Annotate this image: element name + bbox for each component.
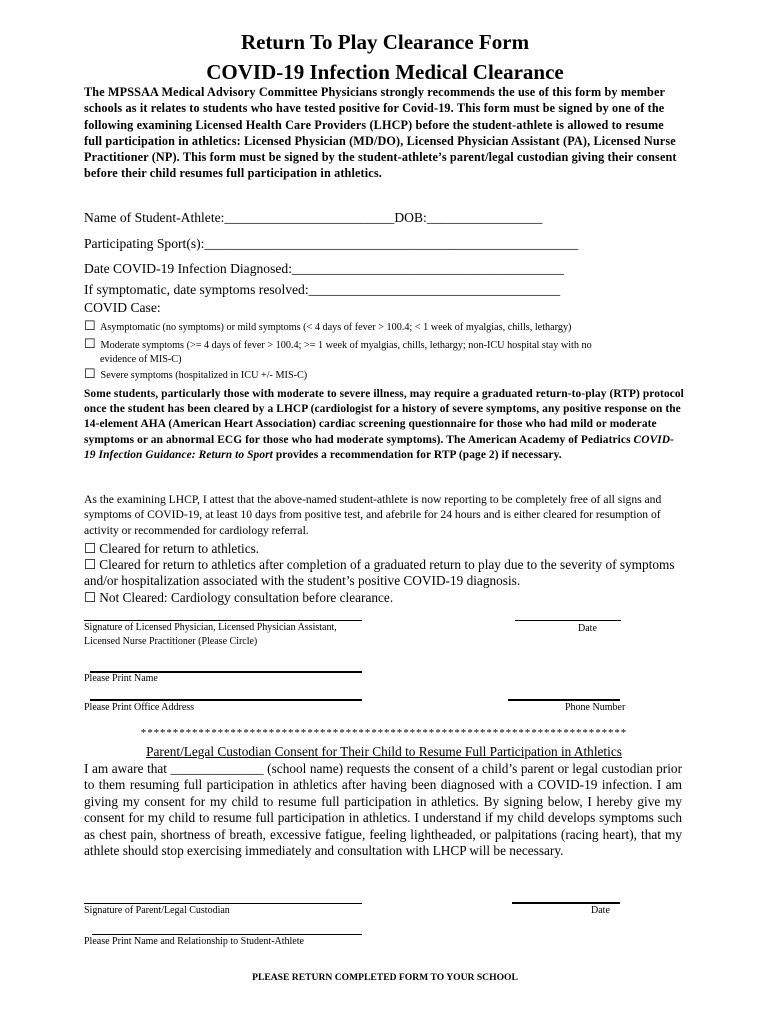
rtp-text-end: provides a recommendation for RTP (page 2) if necessary.: [272, 448, 562, 461]
section-separator: ****************************************************************************: [140, 727, 628, 739]
graduated-clearance-option[interactable]: ☐ Cleared for return to athletics after completion of a graduated return to play due to the severity of symptoms and/or hospitalization associated with the student’s positive COVID-19 diagnosis.: [84, 557, 675, 588]
rtp-text: Some students, particularly those with moderate to severe illness, may require a graduated return-to-play (RTP) protocol once the student has been cleared by a LHCP (cardiologist for a history of severe symptoms, any positive response on the 14-element AHA (American Heart Association) cardiac screening questionnaire for those who had mild or moderate symptoms or an abnormal ECG for those who had moderate symptoms). The American Academy of Pediatrics: [84, 388, 684, 446]
student-name-dob-field[interactable]: Name of Student-Athlete:_________________________DOB:_________________: [84, 210, 543, 225]
phone-number-label: Phone Number: [565, 702, 626, 713]
print-name-label: Please Print Name: [84, 673, 158, 684]
asymptomatic-option[interactable]: [84, 319, 684, 335]
checkbox-icon[interactable]: ☐: [84, 366, 96, 381]
severe-option[interactable]: [84, 367, 684, 383]
lhcp-date-label: Date: [578, 623, 597, 634]
parent-print-label: Please Print Name and Relationship to Student-Athlete: [84, 936, 304, 947]
covid-case-label: COVID Case:: [84, 300, 161, 315]
cleared-option[interactable]: ☐ Cleared for return to athletics.: [84, 541, 260, 556]
not-cleared-option[interactable]: ☐ Not Cleared: Cardiology consultation before clearance.: [84, 590, 394, 605]
severe-label: Severe symptoms (hospitalized in ICU +/- MIS-C): [100, 370, 308, 381]
checkbox-icon[interactable]: ☐: [84, 318, 96, 333]
lhcp-signature-label-cont: Licensed Nurse Practitioner (Please Circle): [84, 636, 258, 647]
parent-signature-label: Signature of Parent/Legal Custodian: [84, 905, 230, 916]
rtp-paragraph: [84, 387, 684, 463]
diagnosis-date-field[interactable]: Date COVID-19 Infection Diagnosed:________________________________________: [84, 261, 564, 276]
office-address-label: Please Print Office Address: [84, 702, 195, 713]
return-instructions: PLEASE RETURN COMPLETED FORM TO YOUR SCHOOL: [252, 972, 518, 983]
moderate-label: Moderate symptoms (>= 4 days of fever > 100.4; >= 1 week of myalgias, chills, lethargy; non-ICU hospital stay with no: [100, 340, 592, 351]
checkbox-icon[interactable]: ☐: [84, 336, 96, 351]
intro-paragraph: The MPSSAA Medical Advisory Committee Physicians strongly recommends the use of this form by member schools as it relates to students who have tested positive for Covid-19. This form must be signed by one of the following examining Licensed Health Care Providers (LHCP) before the student-athlete is allowed to resume full participation in athletics: Licensed Physician (MD/DO), Licensed Physician Assistant (PA), Licensed Nurse Practitioner (NP). This form must be signed by the student-athlete’s parent/legal custodian giving their consent before their child resumes full participation in athletics.: [84, 85, 677, 181]
form-subtitle: COVID-19 Infection Medical Clearance: [206, 60, 564, 84]
lhcp-signature-label: Signature of Licensed Physician, Licensed Physician Assistant,: [84, 622, 337, 633]
parent-date-label: Date: [591, 905, 610, 916]
consent-paragraph: I am aware that ______________ (school name) requests the consent of a child’s parent or legal custodian prior to them resuming full participation in athletics after having been diagnosed with a COVID-19 infection. I am giving my consent for my child to resume full participation in athletics. By signing below, I hereby give my consent for my child to resume full participation in athletics. I understand if my child develops symptoms such as chest pain, shortness of breath, excessive fatigue, feeling lightheaded, or palpitations (racing heart), that my athlete should stop exercising immediately and consultation with LHCP will be necessary.: [84, 761, 682, 859]
moderate-label-cont: evidence of MIS-C): [100, 353, 182, 365]
form-title: Return To Play Clearance Form: [240, 30, 530, 54]
consent-title: Parent/Legal Custodian Consent for Their Child to Resume Full Participation in Athletics: [146, 744, 622, 759]
aap-guidance-title: COVID-19 Infection Guidance: Return to Sport: [84, 433, 675, 461]
participating-sport-field[interactable]: Participating Sport(s):_______________________________________________________: [84, 236, 579, 251]
symptoms-resolved-field[interactable]: If symptomatic, date symptoms resolved:_____________________________________: [84, 282, 561, 297]
lhcp-date-line[interactable]: [515, 620, 621, 621]
asymptomatic-label: Asymptomatic (no symptoms) or mild symptoms (< 4 days of fever > 100.4; < 1 week of myalgias, chills, lethargy): [99, 322, 572, 333]
moderate-option[interactable]: [84, 337, 684, 366]
lhcp-attestation: As the examining LHCP, I attest that the above-named student-athlete is now reporting to be completely free of all signs and symptoms of COVID-19, at least 10 days from positive test, and afebrile for 24 hours and is either cleared for resumption of activity or recommended for cardiology referral.: [84, 493, 662, 537]
